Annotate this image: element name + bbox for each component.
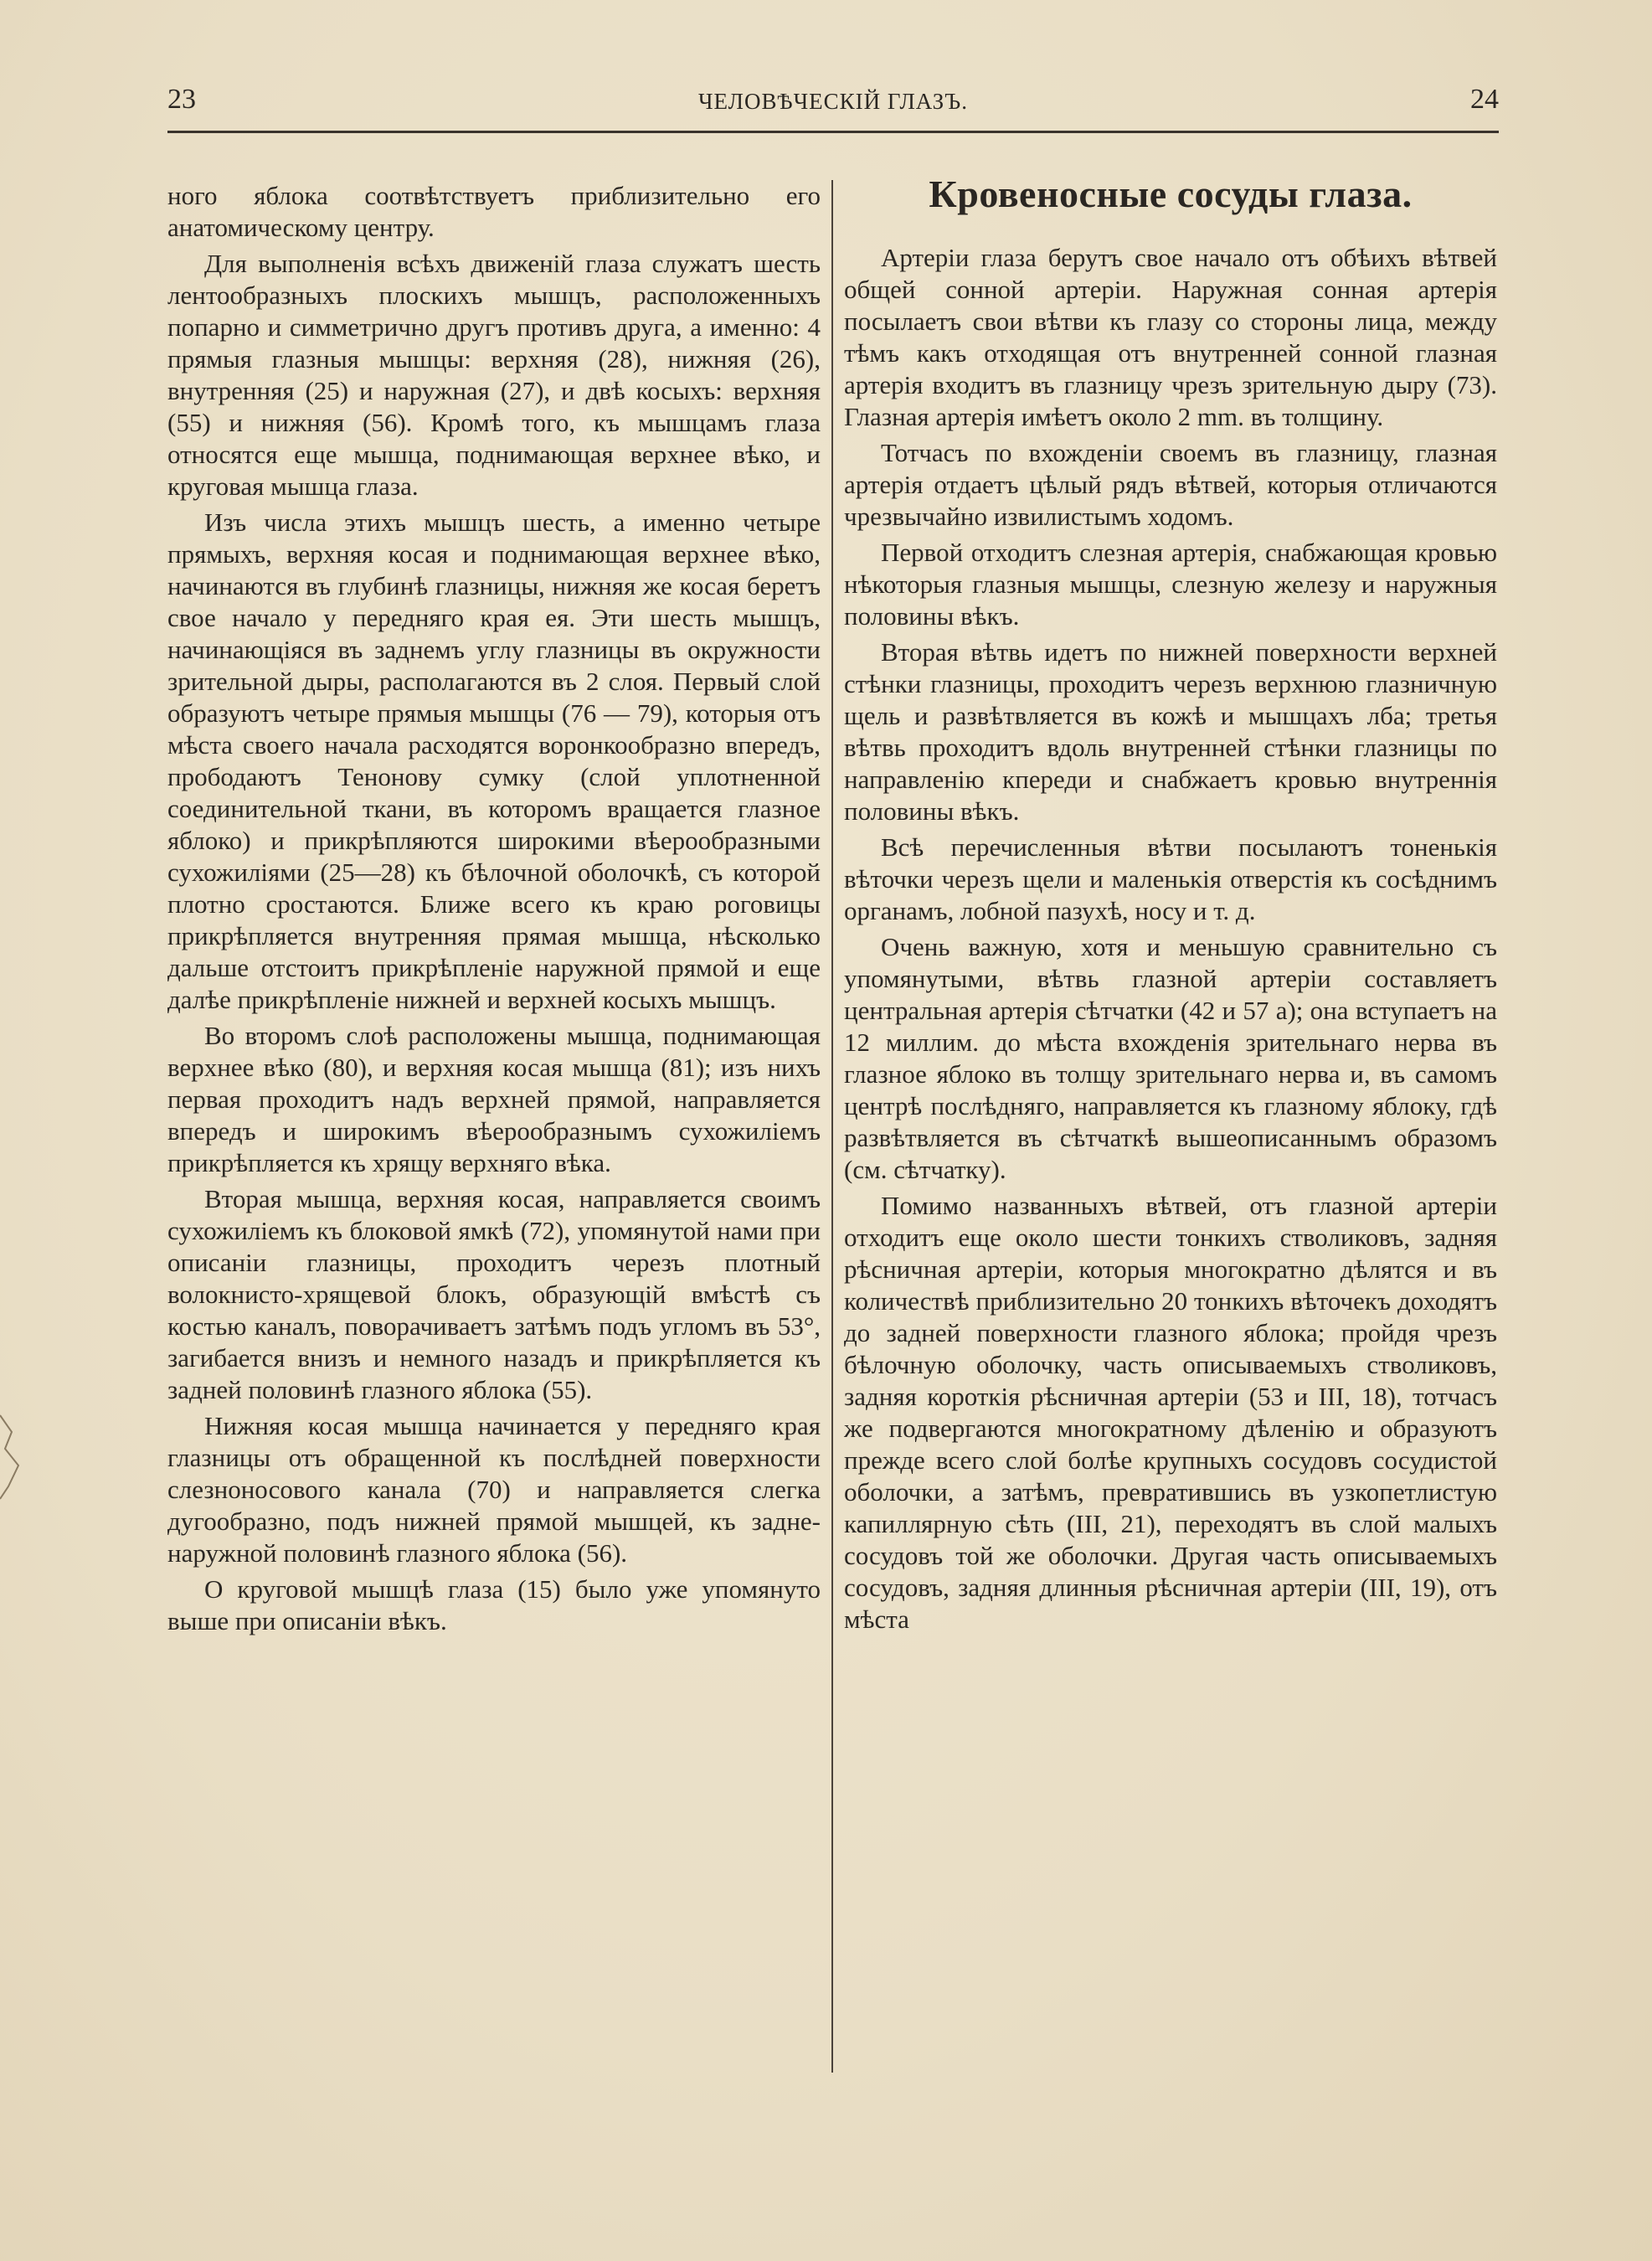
paragraph: Вторая вѣтвь идетъ по нижней поверхности верхней стѣнки глазницы, проходитъ черезъ верхнюю глазничную щель и развѣтвляется въ кожѣ и мышцахъ лба; третья вѣтвь проходитъ вдоль внутренней стѣнки глазницы по направленію кпереди и снабжаетъ кровью внутреннія половины вѣкъ. (844, 637, 1497, 826)
paragraph: ного яблока соотвѣтствуетъ приблизительно его анатомическому центру. (167, 181, 821, 242)
paragraph: Первой отходитъ слезная артерія, снабжающая кровью нѣкоторыя глазныя мышцы, слезную железу и наружныя половины вѣкъ. (844, 538, 1497, 631)
page-header (167, 84, 1499, 126)
running-title: ЧЕЛОВѢЧЕСКІЙ ГЛАЗЪ. (698, 89, 968, 114)
header-rule (167, 131, 1499, 133)
left-page-number: 23 (167, 84, 196, 115)
paragraph: Артеріи глаза берутъ свое начало отъ обѣихъ вѣтвей общей сонной артеріи. Наружная сонная артерія посылаетъ свои вѣтви къ глазу со стороны лица, между тѣмъ какъ отходящая отъ внутренней сонной глазная артерія входитъ въ глазницу чрезъ зрительную дыру (73). Глазная артерія имѣетъ около 2 mm. въ толщину. (844, 243, 1497, 431)
paragraph: Всѣ перечисленныя вѣтви посылаютъ тоненькія вѣточки черезъ щели и маленькія отверстія къ сосѣднимъ органамъ, лобной пазухѣ, носу и т. д. (844, 832, 1497, 925)
paragraph: О круговой мышцѣ глаза (15) было уже упомянуто выше при описаніи вѣкъ. (167, 1574, 821, 1635)
paragraph: Во второмъ слоѣ расположены мышца, поднимающая верхнее вѣко (80), и верхняя косая мышца (81); изъ нихъ первая проходитъ надъ верхней прямой, направляется впередъ и широкимъ вѣерообразнымъ сухожиліемъ прикрѣпляется къ хрящу верхняго вѣка. (167, 1021, 821, 1177)
column-divider (831, 180, 833, 2073)
paragraph: Нижняя косая мышца начинается у передняго края глазницы отъ обращенной къ послѣдней поверхности слезноносового канала (70) и направляется слегка дугообразно, подъ нижней прямой мышцей, къ задне-наружной половинѣ глазного яблока (56). (167, 1411, 821, 1568)
paper-tear-mark (0, 1407, 33, 1507)
paragraph: Вторая мышца, верхняя косая, направляется своимъ сухожиліемъ къ блоковой ямкѣ (72), упомянутой нами при описаніи глазницы, проходитъ черезъ плотный волокнисто-хрящевой блокъ, образующій вмѣстѣ съ костью каналъ, поворачиваетъ затѣмъ подъ угломъ въ 53°, загибается внизъ и немного назадъ и прикрѣпляется къ задней половинѣ глазного яблока (55). (167, 1184, 821, 1404)
paragraph: Очень важную, хотя и меньшую сравнительно съ упомянутыми, вѣтвь глазной артеріи составляетъ центральная артерія сѣтчатки (42 и 57 а); она вступаетъ на 12 миллим. до мѣста вхожденія зрительнаго нерва въ глазное яблоко въ толщу зрительнаго нерва и, въ самомъ центрѣ послѣдняго, направляется къ глазному яблоку, гдѣ развѣтвляется въ сѣтчаткѣ вышеописаннымъ образомъ (см. сѣтчатку). (844, 932, 1497, 1184)
left-column (167, 180, 821, 1641)
paragraph: Для выполненія всѣхъ движеній глаза служатъ шесть лентообразныхъ плоскихъ мышцъ, расположенныхъ попарно и симметрично другъ противъ друга, а именно: 4 прямыя глазныя мышцы: верхняя (28), нижняя (26), внутренняя (25) и наружная (27), и двѣ косыхъ: верхняя (55) и нижняя (56). Кромѣ того, къ мышцамъ глаза относятся еще мышца, поднимающая верхнее вѣко, и круговая мышца глаза. (167, 249, 821, 501)
right-page-number: 24 (1470, 84, 1499, 115)
section-heading: Кровеносные сосуды глаза. (929, 173, 1413, 215)
paragraph: Помимо названныхъ вѣтвей, отъ глазной артеріи отходитъ еще около шести тонкихъ стволиковъ, задняя рѣсничная артеріи, которыя многократно дѣлятся и въ количествѣ приблизительно 20 тонкихъ вѣточекъ доходятъ до задней поверхности глазного яблока; пройдя чрезъ бѣлочную оболочку, часть описываемыхъ стволиковъ, задняя короткія рѣсничная артеріи (53 и III, 18), тотчасъ же подвергаются многократному дѣленію и образуютъ прежде всего слой болѣе крупныхъ сосудовъ сосудистой оболочки, а затѣмъ, превратившись въ узкопетлистую капиллярную сѣть (III, 21), переходятъ въ слой малыхъ сосудовъ той же оболочки. Другая часть описываемыхъ сосудовъ, задняя длинныя рѣсничная артеріи (III, 19), отъ мѣста (844, 1191, 1497, 1634)
paragraph: Тотчасъ по вхожденіи своемъ въ глазницу, глазная артерія отдаетъ цѣлый рядъ вѣтвей, которыя отличаются чрезвычайно извилистымъ ходомъ. (844, 438, 1497, 531)
right-column (844, 172, 1497, 1640)
paragraph: Изъ числа этихъ мышцъ шесть, а именно четыре прямыхъ, верхняя косая и поднимающая верхнее вѣко, начинаются въ глубинѣ глазницы, нижняя же косая беретъ свое начало у передняго края ея. Эти шесть мышцъ, начинающіяся въ заднемъ углу глазницы въ окружности зрительной дыры, располагаются въ 2 слоя. Первый слой образуютъ четыре прямыя мышцы (76 — 79), которыя отъ мѣста своего начала расходятся воронкообразно впередъ, прободаютъ Тенонову сумку (слой уплотненной соединительной ткани, въ которомъ вращается глазное яблоко) и прикрѣпляются широкими вѣерообразными сухожиліями (25—28) къ бѣлочной оболочкѣ, съ которой плотно сростаются. Ближе всего къ краю роговицы прикрѣпляется внутренняя прямая мышца, нѣсколько дальше отстоитъ прикрѣпленіе наружной прямой и еще далѣе прикрѣпленіе нижней и верхней косыхъ мышцъ. (167, 507, 821, 1014)
